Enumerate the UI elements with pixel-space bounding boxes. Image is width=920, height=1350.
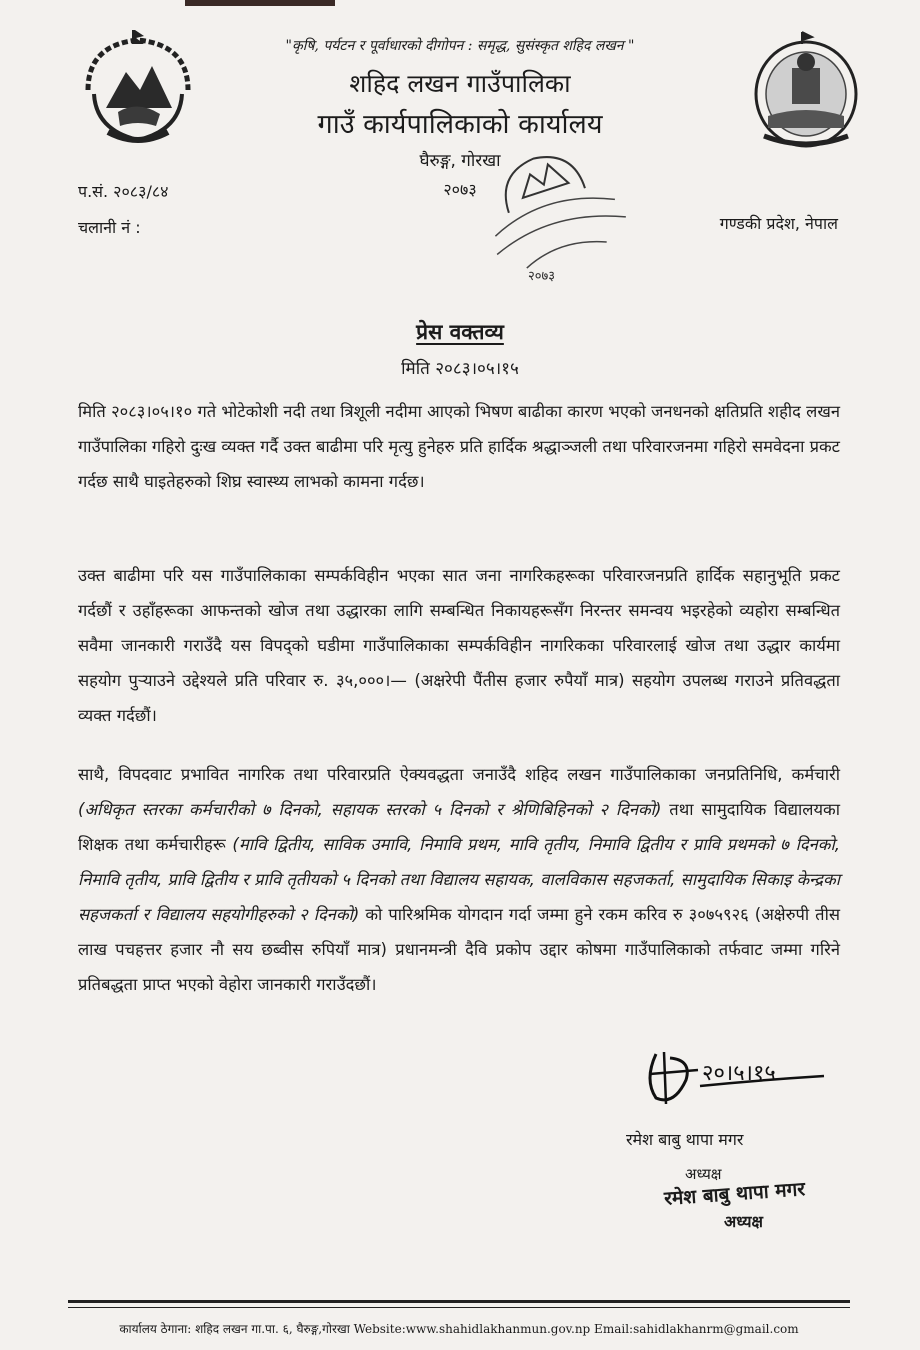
office-name: गाउँ कार्यपालिकाको कार्यालय: [317, 109, 603, 140]
stamp-name: रमेश बाबु थापा मगर: [663, 1178, 806, 1210]
document-date: मिति २०८३।०५।१५: [401, 359, 519, 379]
contribution-text-a: साथै, विपदवाट प्रभावित नागरिक तथा परिवारप्रति ऐक्यवद्धता जनाउँदै शहिद लखन गाउँपालिकाका जनप्रतिनिधि, कर्मचारी: [78, 765, 840, 784]
paragraph-condolence: मिति २०८३।०५।१० गते भोटेकोशी नदी तथा त्रिशूली नदीमा आएको भिषण बाढीका कारण भएको जनधनको क्षतिप्रति शहीद लखन गाउँपालिका गहिरो दुःख व्यक्त गर्दै उक्त बाढीमा परि मृत्यु हुनेहरु प्रति हार्दिक श्रद्धाञ्जली तथा परिवारजनमा गहिरो समवेदना प्रकट गर्दछ साथै घाइतेहरुको शिघ्र स्वास्थ्य लाभको कामना गर्दछ।: [78, 402, 840, 491]
province: गण्डकी प्रदेश, नेपाल: [719, 214, 838, 233]
established-year: २०७३: [443, 180, 477, 199]
stamp-role-top: अध्यक्ष: [685, 1165, 722, 1183]
paragraph-support: उक्त बाढीमा परि यस गाउँपालिकाका सम्पर्कविहीन भएका सात जना नागरिकहरूका परिवारजनप्रति हार्दिक सहानुभूति प्रकट गर्दछौं र उहाँहरूका आफन्तको खोज तथा उद्धारका लागि सम्बन्धित निकायहरूसँग निरन्तर समन्वय भइरहेको व्यहोरा सम्बन्धित सवैमा जानकारी गराउँदै यस विपद्को घडीमा गाउँपालिकाका सम्पर्कविहीन नागरिकका परिवारलाई खोज तथा उद्धार कार्यमा सहयोग पुऱ्याउने उद्देश्यले प्रति परिवार रु. ३५,०००।— (अक्षरेपी पैंतीस हजार रुपैयाँ मात्र) सहयोग उपलब्ध गराउने प्रतिवद्धता व्यक्त गर्दछौं।: [78, 566, 840, 725]
office-location: घैरुङ्ग, गोरखा: [419, 151, 501, 171]
footer-address: कार्यालय ठेगाना: शहिद लखन गा.पा. ६, घैरुङ्ग,गोरखा Website:www.shahidlakhanmun.gov.np Email:sahidlakhanrm@gmail.com: [119, 1322, 799, 1336]
paragraph-contribution: [78, 757, 840, 1002]
document-title: प्रेस वक्तव्य: [416, 320, 504, 344]
seal-year: २०७३: [528, 269, 556, 284]
contribution-staff-detail: (अधिकृत स्तरका कर्मचारीको ७ दिनको, सहायक स्तरको ५ दिनको र श्रेणिबिहिनको २ दिनको): [78, 800, 662, 819]
footer-rule-thin: [68, 1307, 850, 1308]
office-seal-stamp: [470, 140, 630, 280]
top-edge-bar: [185, 0, 335, 6]
handwritten-signature: [640, 1040, 830, 1110]
org-name: शहिद लखन गाउँपालिका: [349, 69, 571, 98]
reference-number: प.सं. २०८३/८४: [78, 182, 169, 201]
stamp-role-bottom: अध्यक्ष: [724, 1212, 763, 1231]
footer-rule-thick: [68, 1300, 850, 1303]
contribution-text-e: को पारिश्रमिक योगदान गर्दा जम्मा हुने रकम करिव रु ३०७५९२६ (अक्षेरुपी तीस लाख पचहत्तर हजार नौ सय छब्वीस रुपियाँ मात्र) प्रधानमन्त्री दैवि प्रकोप उद्दार कोषमा गाउँपालिकाको तर्फवाट जम्मा गरिने प्रतिबद्धता प्राप्त भएको वेहोरा जानकारी गराउँदछौं।: [78, 905, 841, 994]
slogan: "कृषि, पर्यटन र पूर्वाधारको दीगोपन : समृद्ध, सुसंस्कृत शहिद लखन ": [285, 38, 635, 54]
contribution-text-c: तथा सामुदायिक विद्यालयका शिक्षक तथा कर्मचारीहरू: [78, 800, 840, 854]
contribution-school-detail: (मावि द्वितीय, साविक उमावि, निमावि प्रथम, मावि तृतीय, निमावि द्वितीय र प्रावि प्रथमको ७ दिनको, निमावि तृतीय, प्रावि द्वितीय र प्रावि तृतीयको ५ दिनको तथा विद्यालय सहायक, वालविकास सहजकर्ता, सामुदायिक सिकाइ केन्द्रका सहजकर्ता र विद्यालय सहयोगीहरुको २ दिनको): [78, 835, 840, 924]
signatory-name: रमेश बाबु थापा मगर: [626, 1130, 744, 1149]
handwritten-date: २०।५।१५: [702, 1061, 776, 1086]
dispatch-number: चलानी नं :: [78, 218, 141, 237]
